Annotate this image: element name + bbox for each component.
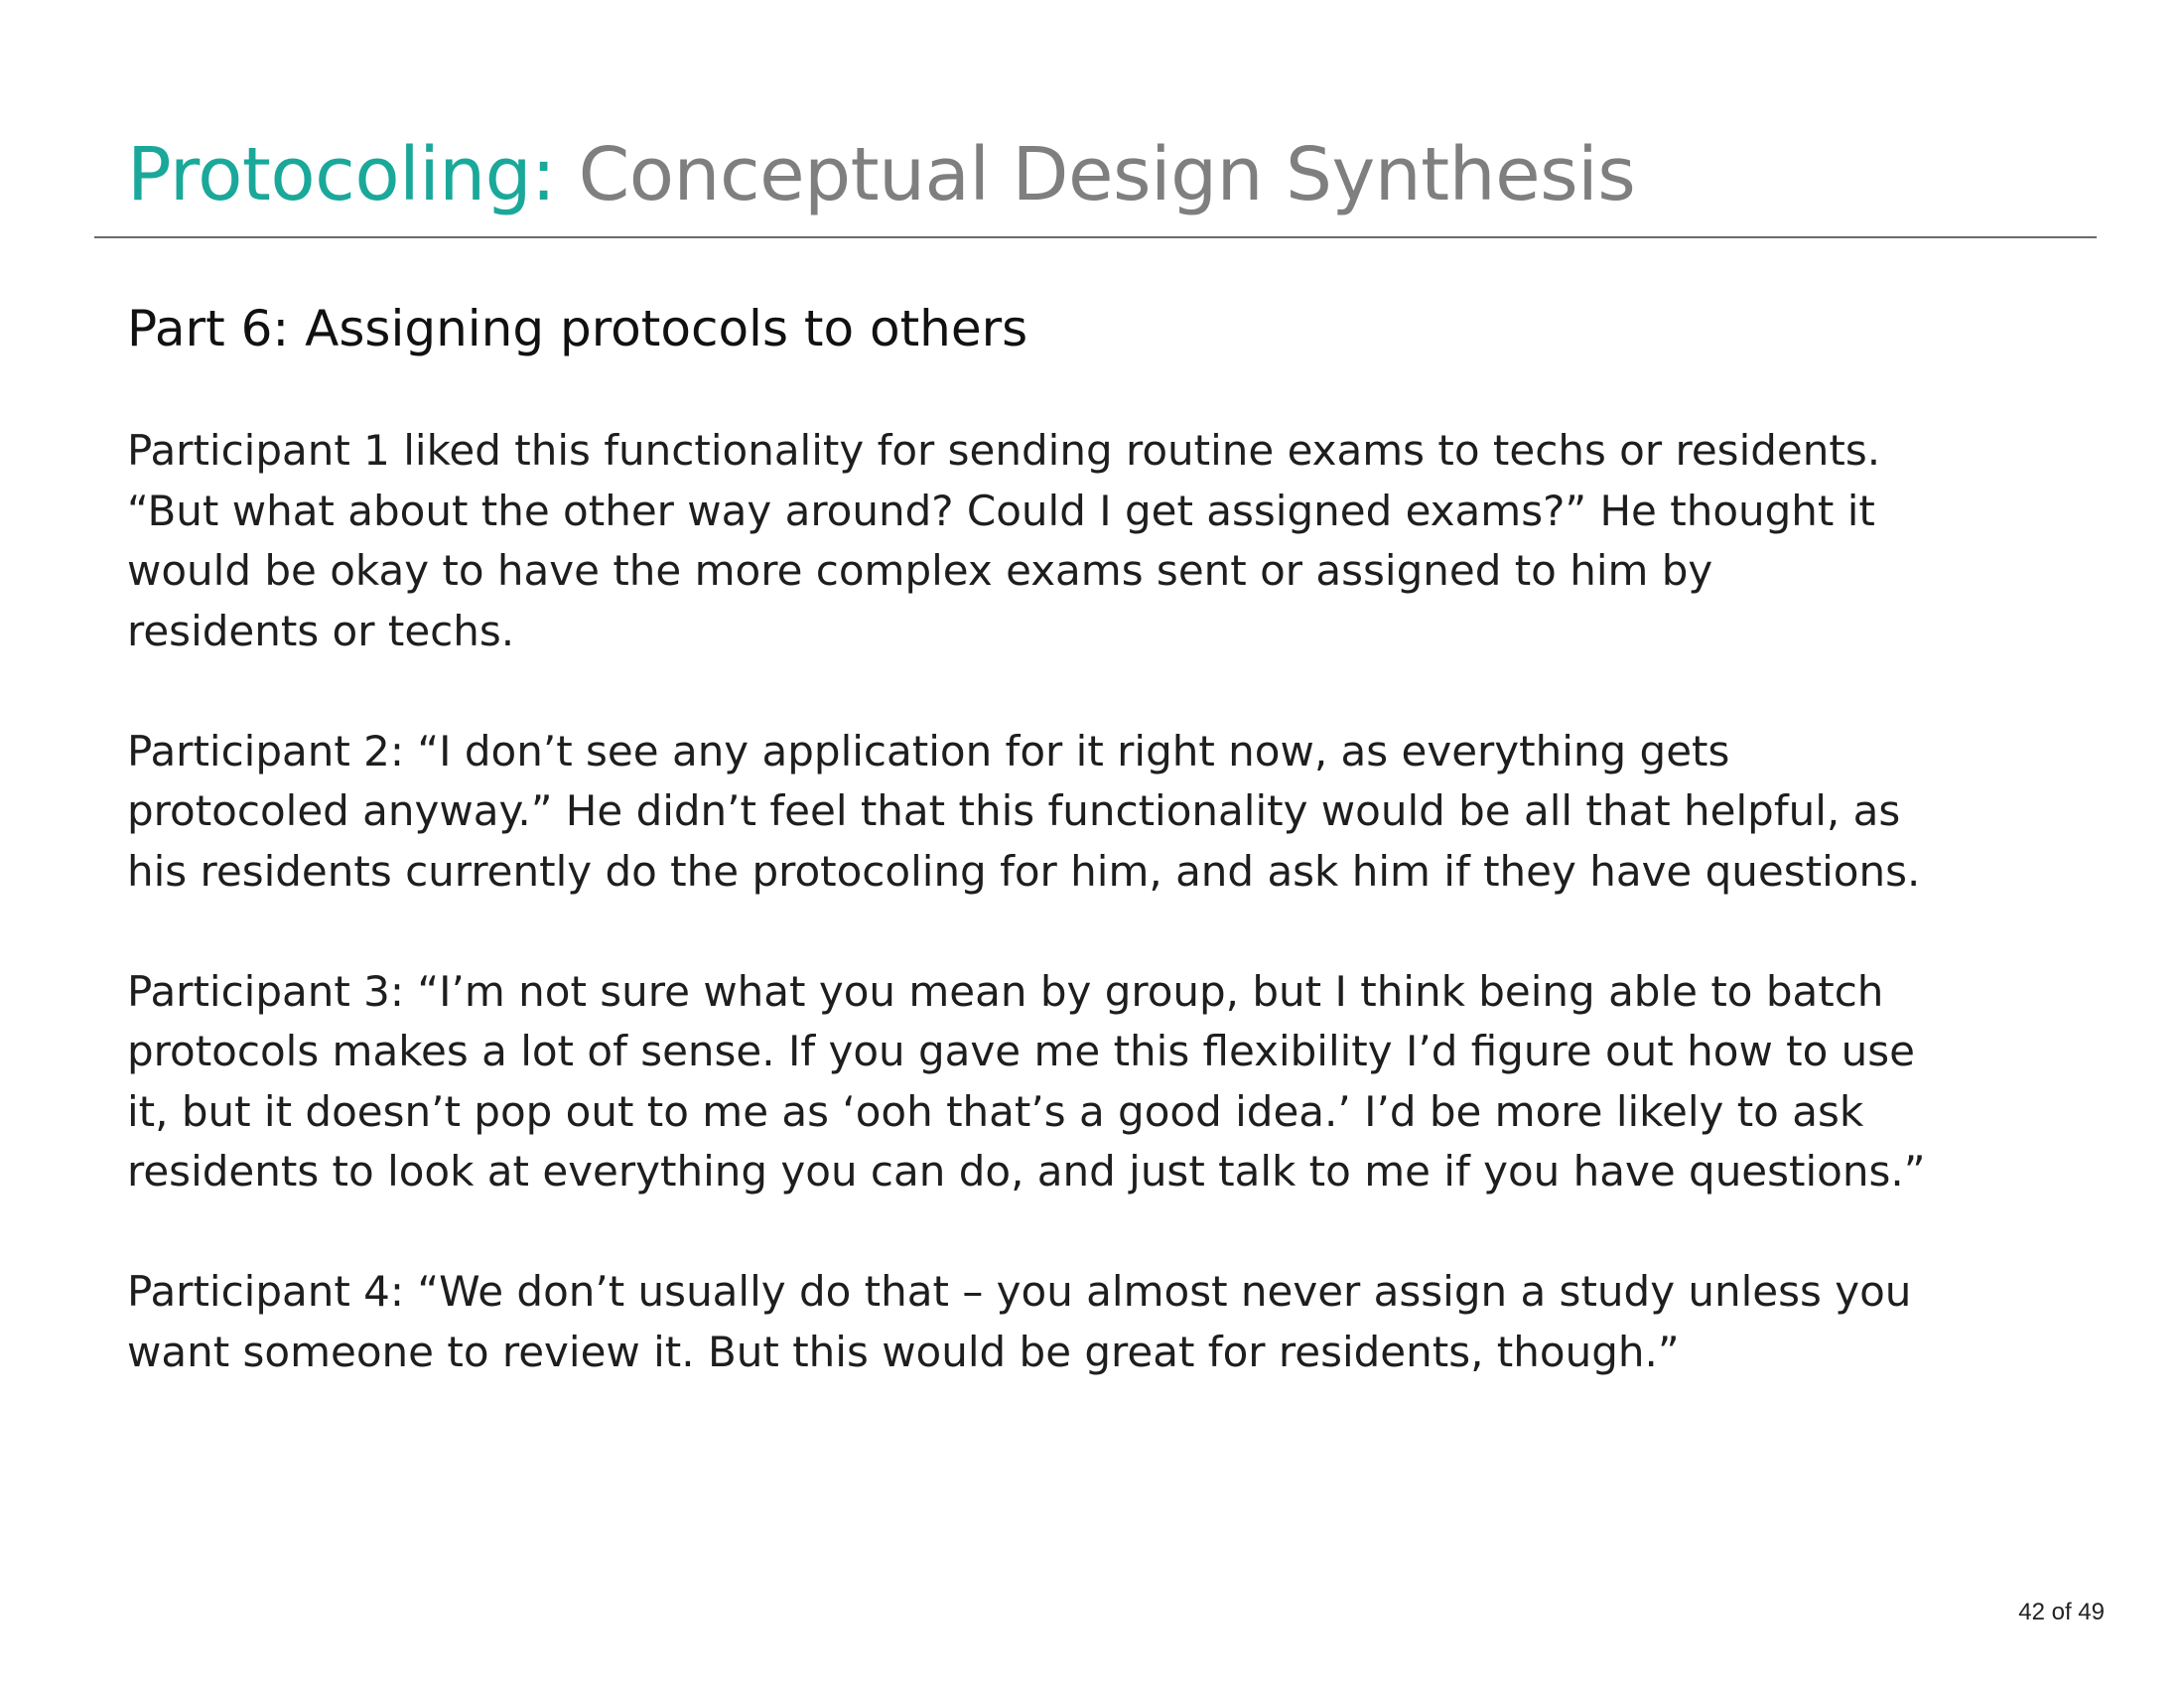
participant-2-paragraph: Participant 2: “I don’t see any application for it right now, as everything gets protocoled anyway.” He didn’t feel that this functionality would be all that helpful, as his residents currently do the protocoling for him, and ask him if they have questions. xyxy=(127,726,1921,896)
participant-4-paragraph: Participant 4: “We don’t usually do that – you almost never assign a study unless you want someone to review it. But this would be great for residents, though.” xyxy=(127,1267,1912,1376)
slide-title xyxy=(127,127,1635,222)
title-accent: Protocoling: xyxy=(127,132,556,217)
section-heading: Part 6: Assigning protocols to others xyxy=(127,300,1028,357)
participant-3-paragraph: Participant 3: “I’m not sure what you mean by group, but I think being able to batch protocols makes a lot of sense. If you gave me this flexibility I’d figure out how to use it, but it doesn’t pop out to me as ‘ooh that’s a good idea.’ I’d be more likely to ask residents to look at everything you can do, and just talk to me if you have questions.” xyxy=(127,966,1926,1196)
body-text xyxy=(127,421,2073,1443)
page-number: 42 of 49 xyxy=(2018,1599,2105,1625)
title-divider xyxy=(94,236,2097,238)
title-rest: Conceptual Design Synthesis xyxy=(578,132,1636,217)
participant-1-paragraph: Participant 1 liked this functionality for sending routine exams to techs or residents. “But what about the other way around? Could I get assigned exams?” He thought it would be okay to have the more complex exams sent or assigned to him by residents or techs. xyxy=(127,426,1881,655)
